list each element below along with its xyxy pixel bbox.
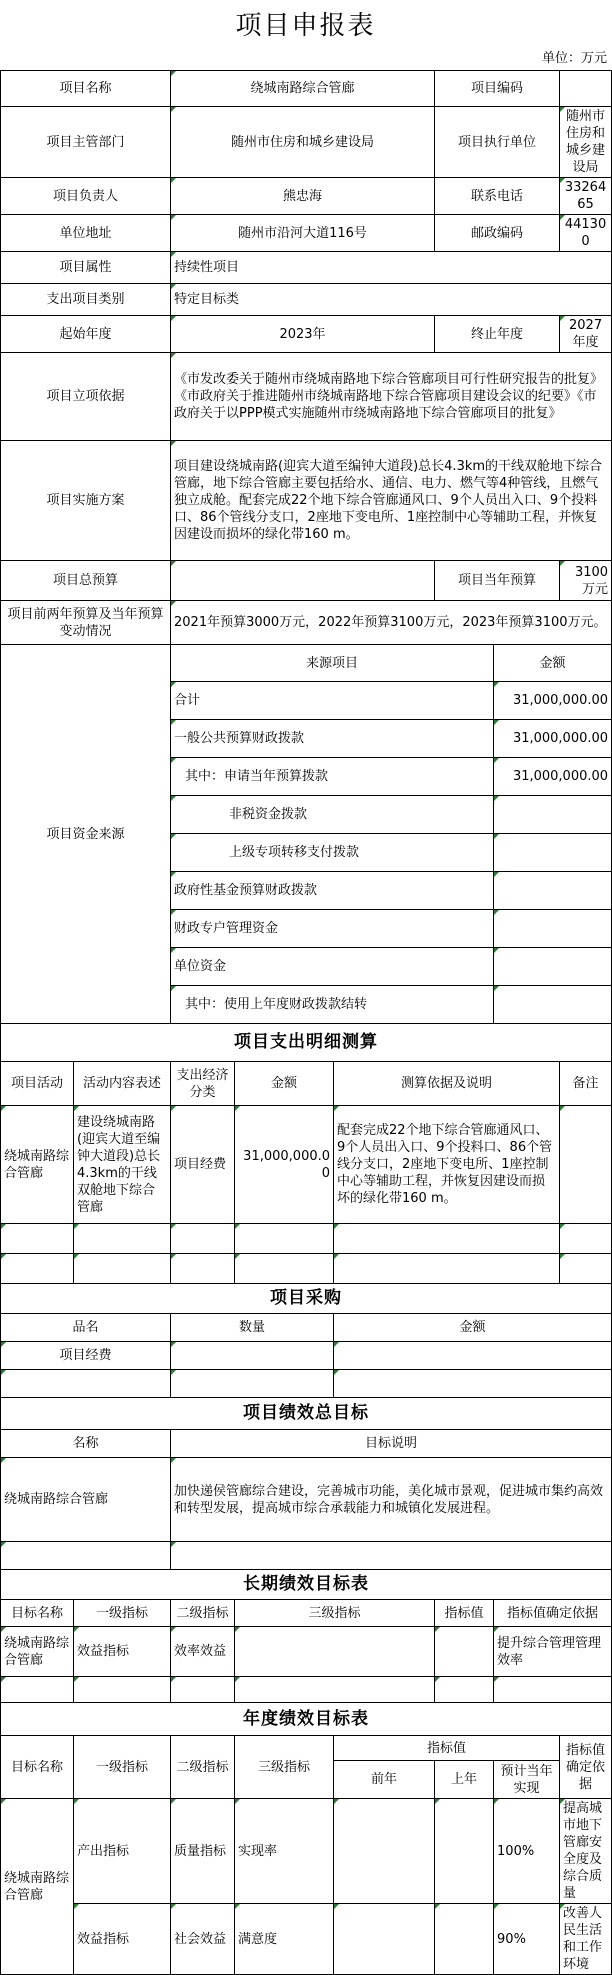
label-expense-category: 支出项目类别 [1, 284, 171, 316]
exp-empty-cell [334, 1254, 560, 1284]
exp-empty-cell [74, 1254, 171, 1284]
goal-name: 绕城南路综合管廊 [1, 1458, 171, 1542]
value-project-code [560, 71, 612, 107]
lt-empty-cell [1, 1677, 74, 1703]
label-postcode: 邮政编码 [435, 215, 560, 252]
funding-amount [494, 796, 612, 834]
an-prev2 [334, 1904, 435, 1975]
value-address: 随州市沿河大道116号 [171, 215, 435, 252]
an-basis: 改善人民生活和工作环境 [560, 1904, 612, 1975]
value-total-budget [171, 561, 435, 601]
exp-econ-class: 项目经费 [171, 1106, 235, 1224]
exp-amount: 31,000,000.00 [235, 1106, 334, 1224]
section-longterm-title: 长期绩效目标表 [1, 1570, 612, 1600]
funding-amount: 31,000,000.00 [494, 758, 612, 796]
exp-header-note: 备注 [560, 1062, 612, 1106]
exp-empty-cell [235, 1254, 334, 1284]
value-year-budget: 3100万元 [560, 561, 612, 601]
label-department: 项目主管部门 [1, 107, 171, 178]
funding-row: 政府性基金预算财政拨款 [171, 872, 494, 910]
exp-empty-cell [74, 1224, 171, 1254]
value-person-in-charge: 熊忠海 [171, 178, 435, 215]
exp-empty-cell [560, 1254, 612, 1284]
lt-header-level1: 一级指标 [74, 1600, 171, 1627]
value-postcode: 441300 [560, 215, 612, 252]
label-funding-source: 项目资金来源 [1, 645, 171, 1024]
value-phone: 3326465 [560, 178, 612, 215]
funding-row: 其中：使用上年度财政拨款结转 [171, 986, 494, 1024]
goal-desc [171, 1542, 612, 1570]
exp-empty-cell [560, 1224, 612, 1254]
goal-header-name: 名称 [1, 1430, 171, 1458]
lt-empty-cell [235, 1677, 435, 1703]
label-executing-unit: 项目执行单位 [435, 107, 560, 178]
exp-header-activity: 项目活动 [1, 1062, 74, 1106]
lt-header-value: 指标值 [435, 1600, 494, 1627]
section-procurement-title: 项目采购 [1, 1284, 612, 1314]
an-header-level1: 一级指标 [74, 1736, 171, 1799]
an-level3: 实现率 [235, 1799, 334, 1904]
value-department: 随州市住房和城乡建设局 [171, 107, 435, 178]
proc-item [1, 1370, 171, 1398]
funding-row: 其中：申请当年预算拨款 [171, 758, 494, 796]
exp-basis: 配套完成22个地下综合管廊通风口、9个人员出入口、9个投料口、86个管线分支口，2座地下变电所、1座控制中心等辅助工程，并恢复因建设而损坏的绿化带160 m。 [334, 1106, 560, 1224]
an-header-basis: 指标值确定依据 [560, 1736, 612, 1799]
funding-row: 上级专项转移支付拨款 [171, 834, 494, 872]
an-basis: 提高城市地下管廊安全度及综合质量 [560, 1799, 612, 1904]
page-title: 项目申报表 [235, 11, 376, 41]
label-person-in-charge: 项目负责人 [1, 178, 171, 215]
exp-header-amount: 金额 [235, 1062, 334, 1106]
value-basis: 《市发改委关于随州市绕城南路地下综合管廊项目可行性研究报告的批复》《市政府关于推进随州市绕城南路地下综合管廊项目建设会议的纪要》《市政府关于以PPP模式实施随州市绕城南路地下综合管廊项目的批复》 [171, 353, 612, 441]
lt-level1: 效益指标 [74, 1627, 171, 1677]
value-attribute: 持续性项目 [171, 252, 612, 284]
funding-amount [494, 872, 612, 910]
an-level1: 产出指标 [74, 1799, 171, 1904]
exp-empty-cell [334, 1224, 560, 1254]
an-level3: 满意度 [235, 1904, 334, 1975]
label-address: 单位地址 [1, 215, 171, 252]
an-header-prev2: 前年 [334, 1761, 435, 1799]
value-expense-category: 特定目标类 [171, 284, 612, 316]
an-header-value: 指标值 [334, 1736, 560, 1761]
an-expected: 90% [494, 1904, 560, 1975]
section-annual-title: 年度绩效目标表 [1, 1703, 612, 1736]
label-project-name: 项目名称 [1, 71, 171, 107]
value-end-year: 2027年度 [560, 316, 612, 353]
label-plan: 项目实施方案 [1, 441, 171, 561]
proc-qty [171, 1342, 334, 1370]
lt-basis: 提升综合管理管理效率 [494, 1627, 612, 1677]
an-prev1 [435, 1904, 494, 1975]
an-header-level3: 三级指标 [235, 1736, 334, 1799]
lt-value [435, 1627, 494, 1677]
proc-header-amount: 金额 [334, 1314, 612, 1342]
value-plan: 项目建设绕城南路(迎宾大道至编钟大道段)总长4.3km的干线双舱地下综合管廊，地下综合管廊主要包括给水、通信、电力、燃气等4种管线，且燃气独立成舱。配套完成22个地下综合管廊通风口、9个人员出入口、9个投料口、86个管线分支口，2座地下变电所、1座控制中心等辅助工程，并恢复因建设而损坏的绿化带160 m。 [171, 441, 612, 561]
an-prev1 [435, 1799, 494, 1904]
exp-empty-cell [1, 1224, 74, 1254]
proc-header-qty: 数量 [171, 1314, 334, 1342]
an-expected: 100% [494, 1799, 560, 1904]
lt-header-level2: 二级指标 [171, 1600, 235, 1627]
funding-amount [494, 986, 612, 1024]
funding-row: 单位资金 [171, 948, 494, 986]
an-header-prev1: 上年 [435, 1761, 494, 1799]
label-basis: 项目立项依据 [1, 353, 171, 441]
exp-header-econ-class: 支出经济分类 [171, 1062, 235, 1106]
funding-row: 一般公共预算财政拨款 [171, 720, 494, 758]
value-project-name: 绕城南路综合管廊 [171, 71, 435, 107]
funding-amount [494, 834, 612, 872]
proc-header-item: 品名 [1, 1314, 171, 1342]
an-name: 绕城南路综合管廊 [1, 1799, 74, 1975]
label-phone: 联系电话 [435, 178, 560, 215]
exp-empty-cell [171, 1224, 235, 1254]
funding-amount [494, 910, 612, 948]
goal-desc: 加快递侯管廊综合建设，完善城市功能，美化城市景观，促进城市集约高效和转型发展，提高城市综合承载能力和城镇化发展进程。 [171, 1458, 612, 1542]
proc-item: 项目经费 [1, 1342, 171, 1370]
funding-row: 合计 [171, 682, 494, 720]
lt-empty-cell [494, 1677, 612, 1703]
exp-empty-cell [235, 1224, 334, 1254]
an-prev2 [334, 1799, 435, 1904]
label-total-budget: 项目总预算 [1, 561, 171, 601]
an-level2: 质量指标 [171, 1799, 235, 1904]
exp-content: 建设绕城南路(迎宾大道至编钟大道段)总长4.3km的干线双舱地下综合管廊 [74, 1106, 171, 1224]
an-level2: 社会效益 [171, 1904, 235, 1975]
lt-level3 [235, 1627, 435, 1677]
lt-header-level3: 三级指标 [235, 1600, 435, 1627]
section-overall-goal-title: 项目绩效总目标 [1, 1398, 612, 1430]
funding-amount: 31,000,000.00 [494, 682, 612, 720]
label-project-code: 项目编码 [435, 71, 560, 107]
goal-header-desc: 目标说明 [171, 1430, 612, 1458]
proc-amount [334, 1370, 612, 1398]
exp-activity: 绕城南路综合管廊 [1, 1106, 74, 1224]
proc-amount [334, 1342, 612, 1370]
exp-empty-cell [171, 1254, 235, 1284]
goal-name [1, 1542, 171, 1570]
exp-empty-cell [1, 1254, 74, 1284]
exp-header-content: 活动内容表述 [74, 1062, 171, 1106]
an-header-expected: 预计当年实现 [494, 1761, 560, 1799]
value-start-year: 2023年 [171, 316, 435, 353]
funding-amount: 31,000,000.00 [494, 720, 612, 758]
lt-level2: 效率效益 [171, 1627, 235, 1677]
lt-empty-cell [74, 1677, 171, 1703]
lt-empty-cell [171, 1677, 235, 1703]
label-year-budget: 项目当年预算 [435, 561, 560, 601]
exp-note [560, 1106, 612, 1224]
lt-name: 绕城南路综合管廊 [1, 1627, 74, 1677]
project-info-table [0, 70, 612, 1975]
lt-header-name: 目标名称 [1, 1600, 74, 1627]
funding-header-source: 来源项目 [171, 645, 494, 682]
label-prev-budget: 项目前两年预算及当年预算变动情况 [1, 601, 171, 645]
exp-header-basis: 测算依据及说明 [334, 1062, 560, 1106]
proc-qty [171, 1370, 334, 1398]
funding-row: 非税资金拨款 [171, 796, 494, 834]
funding-header-amount: 金额 [494, 645, 612, 682]
value-executing-unit: 随州市住房和城乡建设局 [560, 107, 612, 178]
an-level1: 效益指标 [74, 1904, 171, 1975]
section-expenditure-title: 项目支出明细测算 [1, 1024, 612, 1062]
label-attribute: 项目属性 [1, 252, 171, 284]
value-prev-budget: 2021年预算3000万元，2022年预算3100万元，2023年预算3100万元。 [171, 601, 612, 645]
label-end-year: 终止年度 [435, 316, 560, 353]
label-start-year: 起始年度 [1, 316, 171, 353]
unit-label: 单位：万元 [541, 51, 607, 66]
lt-empty-cell [435, 1677, 494, 1703]
an-header-name: 目标名称 [1, 1736, 74, 1799]
lt-header-basis: 指标值确定依据 [494, 1600, 612, 1627]
funding-amount [494, 948, 612, 986]
funding-row: 财政专户管理资金 [171, 910, 494, 948]
an-header-level2: 二级指标 [171, 1736, 235, 1799]
